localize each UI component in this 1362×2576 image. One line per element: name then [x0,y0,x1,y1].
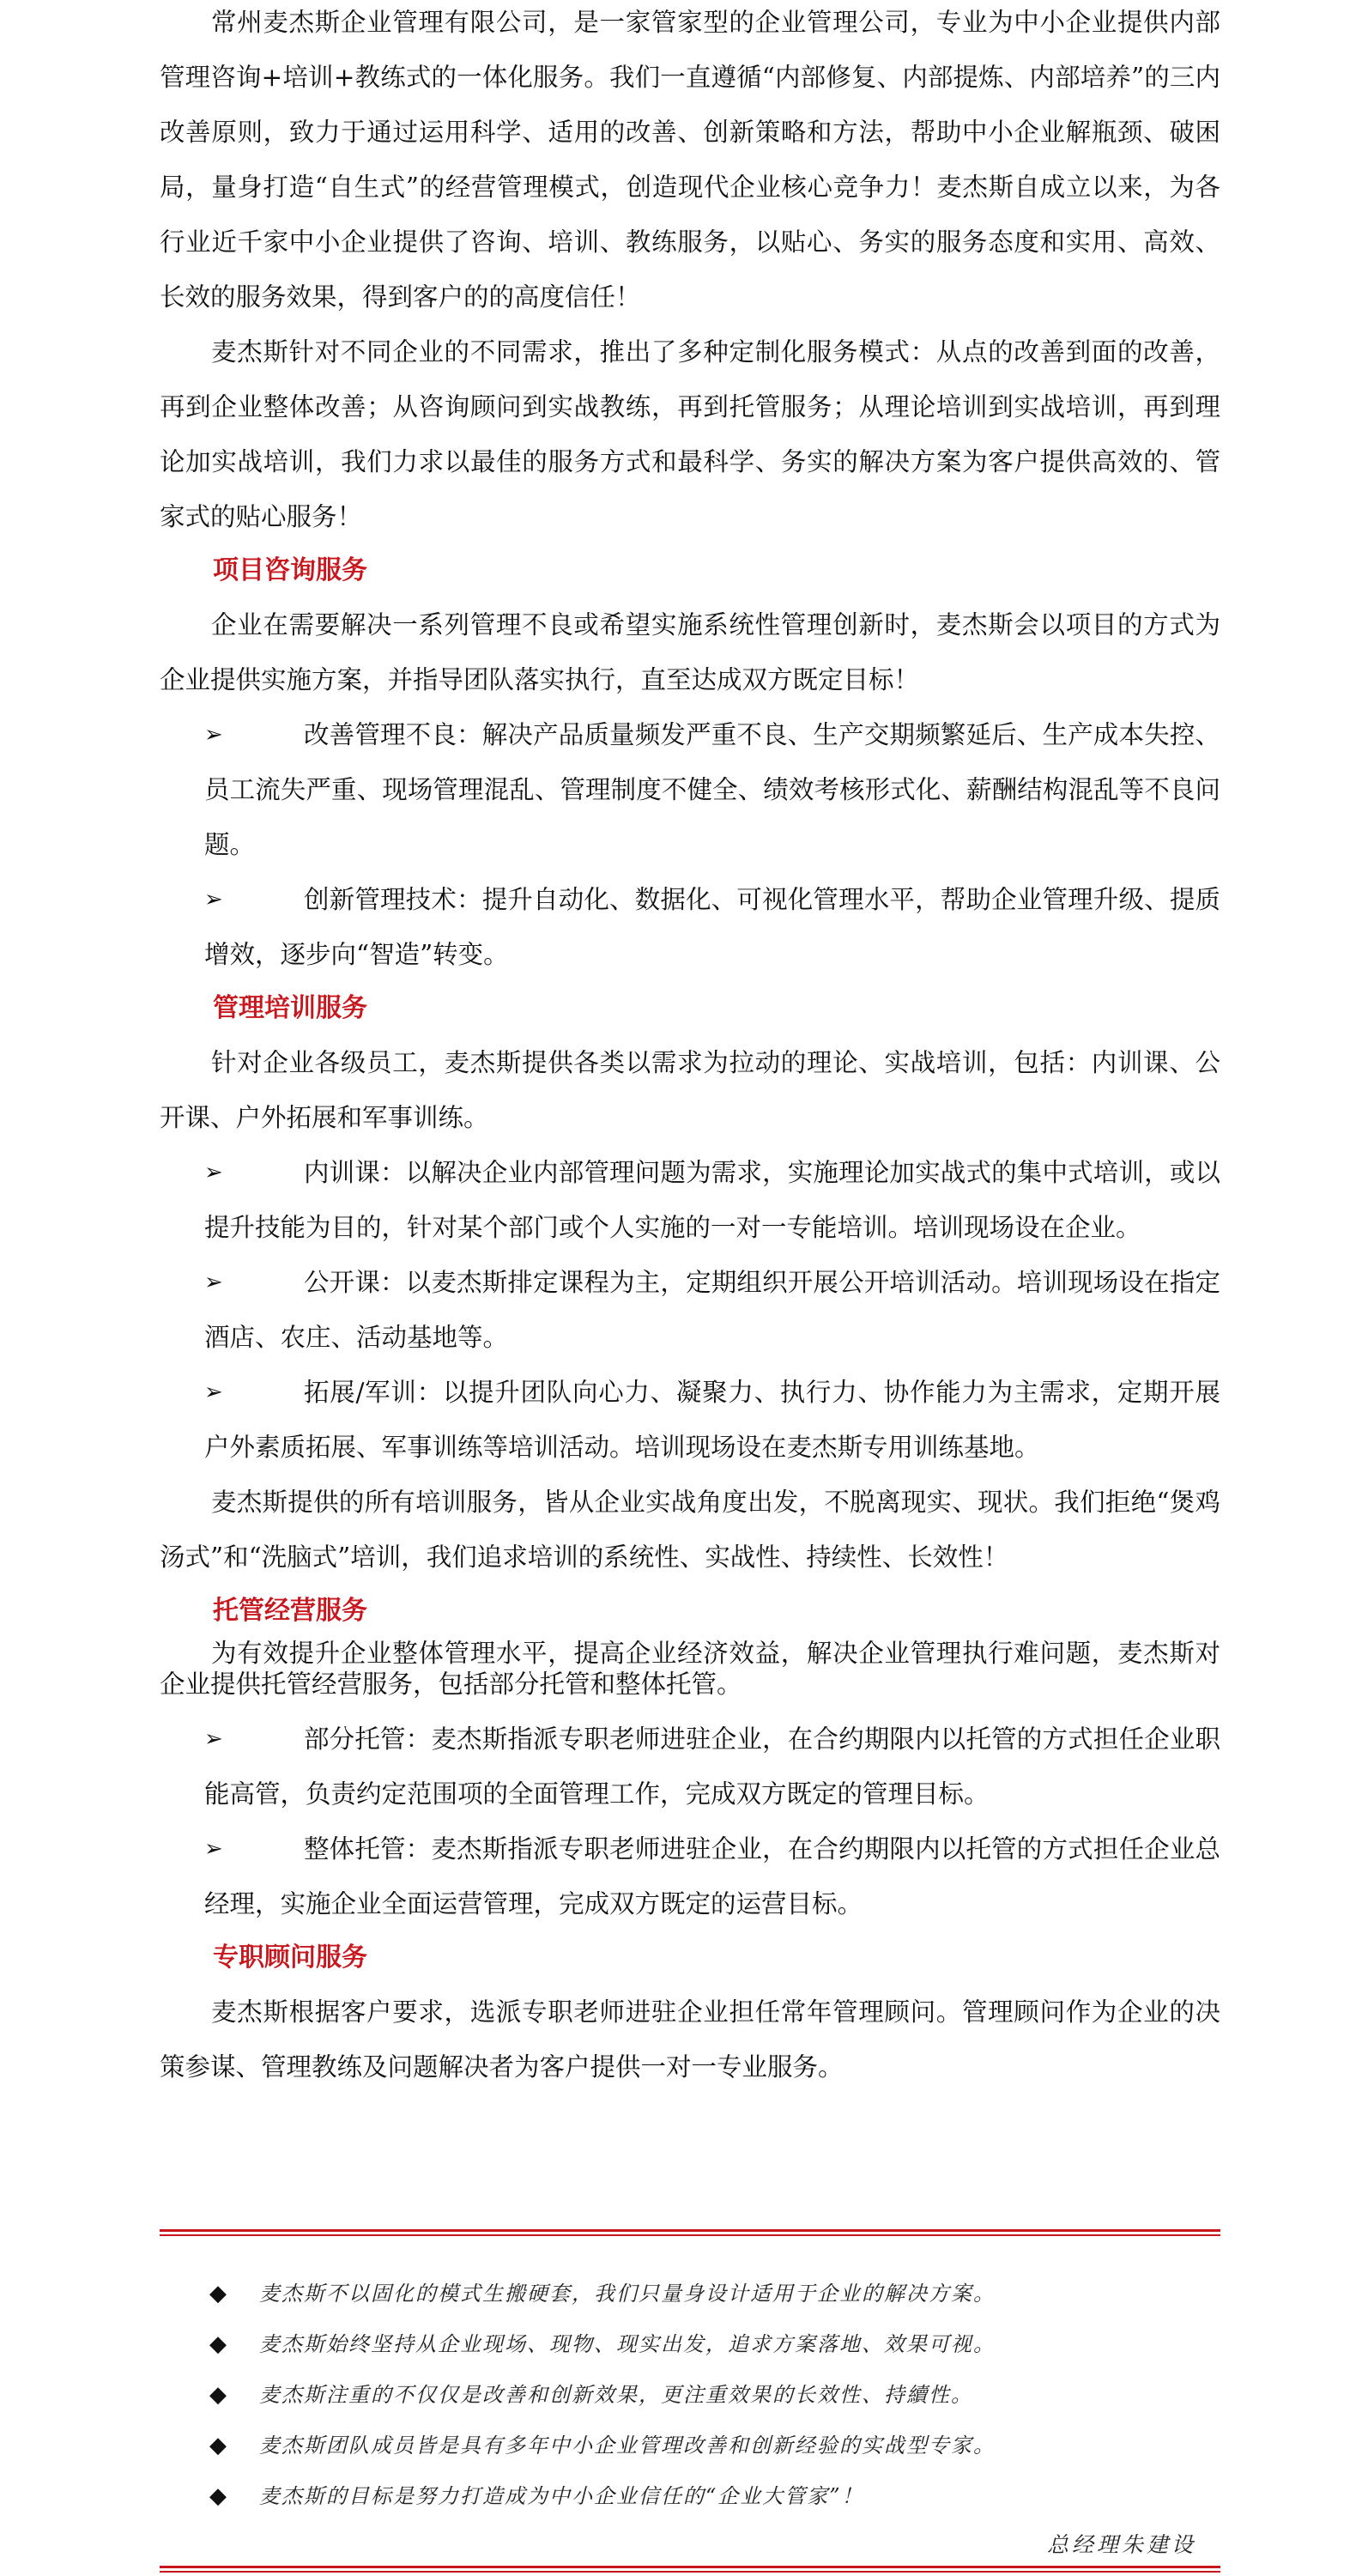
list-item [160,1365,1220,1475]
list-item [160,707,1220,872]
section-title-training: 管理培训服务 [213,993,367,1023]
signature: 总经理朱建设 [1046,2532,1196,2557]
list-item [160,1255,1220,1365]
list-item [160,1821,1220,1931]
arrow-bullet-icon: ➢ [204,1836,223,1862]
arrow-bullet-icon: ➢ [204,1379,223,1405]
footer-item-text: 麦杰斯不以固化的模式生搬硬套，我们只量身设计适用于企业的解决方案。 [259,2282,996,2306]
footer-list [209,2269,1214,2522]
training-closing: 麦杰斯提供的所有培训服务，皆从企业实战角度出发，不脱离现实、现状。我们拒绝“煲鸡汤式”和“洗脑式”培训，我们追求培训的系统性、实战性、持续性、长效性！ [160,1488,1220,1572]
list-item [160,872,1220,982]
footer-box [160,2229,1220,2576]
footer-item-text: 麦杰斯注重的不仅仅是改善和创新效果，更注重效果的长效性、持續性。 [259,2383,973,2407]
document-body [160,0,1220,2094]
arrow-bullet-icon: ➢ [204,1726,223,1752]
footer-item-text: 麦杰斯的目标是努力打造成为中小企业信任的“企业大管家”！ [259,2484,864,2508]
hosting-intro: 为有效提升企业整体管理水平，提高企业经济效益，解决企业管理执行难问题，麦杰斯对企业提供托管经营服务，包括部分托管和整体托管。 [160,1639,1220,1699]
diamond-bullet-icon: ◆ [209,2331,228,2357]
bullet-text: 拓展/军训：以提升团队向心力、凝聚力、执行力、协作能力为主需求，定期开展户外素质拓展、军事训练等培训活动。培训现场设在麦杰斯专用训练基地。 [204,1378,1220,1462]
bullet-text: 整体托管：麦杰斯指派专职老师进驻企业，在合约期限内以托管的方式担任企业总经理，实施企业全面运营管理，完成双方既定的运营目标。 [204,1834,1220,1918]
bullet-text: 部分托管：麦杰斯指派专职老师进驻企业，在合约期限内以托管的方式担任企业职能高管，负责约定范围项的全面管理工作，完成双方既定的管理目标。 [204,1724,1220,1809]
bullet-text: 创新管理技术：提升自动化、数据化、可视化管理水平，帮助企业管理升级、提质增效，逐步向“智造”转变。 [204,885,1220,969]
training-intro: 针对企业各级员工，麦杰斯提供各类以需求为拉动的理论、实战培训，包括：内训课、公开课、户外拓展和军事训练。 [160,1048,1220,1132]
footer-item-text: 麦杰斯始终坚持从企业现场、现物、现实出发，追求方案落地、效果可视。 [259,2332,996,2356]
footer-item-text: 麦杰斯团队成员皆是具有多年中小企业管理改善和创新经验的实战型专家。 [259,2434,996,2458]
arrow-bullet-icon: ➢ [204,722,223,748]
arrow-bullet-icon: ➢ [204,1270,223,1295]
bullet-text: 公开课：以麦杰斯排定课程为主，定期组织开展公开培训活动。培训现场设在指定酒店、农庄、活动基地等。 [204,1268,1220,1352]
advisor-intro: 麦杰斯根据客户要求，选派专职老师进驻企业担任常年管理顾问。管理顾问作为企业的决策参谋、管理教练及问题解决者为客户提供一对一专业服务。 [160,1997,1220,2082]
list-item [160,1145,1220,1255]
bullet-text: 改善管理不良：解决产品质量频发严重不良、生产交期频繁延后、生产成本失控、员工流失严重、现场管理混乱、管理制度不健全、绩效考核形式化、薪酬结构混乱等不良问题。 [204,720,1220,859]
arrow-bullet-icon: ➢ [204,1160,223,1185]
diamond-bullet-icon: ◆ [209,2382,228,2408]
section-title-consulting: 项目咨询服务 [213,555,367,585]
list-item [209,2370,1214,2421]
section-title-hosting: 托管经营服务 [213,1596,367,1626]
bottom-divider [160,2566,1220,2574]
intro-paragraph-1: 常州麦杰斯企业管理有限公司，是一家管家型的企业管理公司，专业为中小企业提供内部管理咨询+培训+教练式的一体化服务。我们一直遵循“内部修复、内部提炼、内部培养”的三内改善原则，致力于通过运用科学、适用的改善、创新策略和方法，帮助中小企业解瓶颈、破困局，量身打造“自生式”的经营管理模式，创造现代企业核心竞争力！麦杰斯自成立以来，为各行业近千家中小企业提供了咨询、培训、教练服务，以贴心、务实的服务态度和实用、高效、长效的服务效果，得到客户的的高度信任！ [160,8,1220,312]
section-title-advisor: 专职顾问服务 [213,1943,367,1973]
list-item [209,2319,1214,2370]
top-divider [160,2229,1220,2238]
list-item [209,2269,1214,2319]
list-item [209,2471,1214,2522]
consulting-intro: 企业在需要解决一系列管理不良或希望实施系统性管理创新时，麦杰斯会以项目的方式为企业提供实施方案，并指导团队落实执行，直至达成双方既定目标！ [160,610,1220,694]
intro-paragraph-2: 麦杰斯针对不同企业的不同需求，推出了多种定制化服务模式：从点的改善到面的改善，再到企业整体改善；从咨询顾问到实战教练，再到托管服务；从理论培训到实战培训，再到理论加实战培训，我们力求以最佳的服务方式和最科学、务实的解决方案为客户提供高效的、管家式的贴心服务！ [160,337,1220,531]
list-item [209,2421,1214,2471]
bullet-text: 内训课：以解决企业内部管理问题为需求，实施理论加实战式的集中式培训，或以提升技能为目的，针对某个部门或个人实施的一对一专能培训。培训现场设在企业。 [204,1158,1220,1242]
arrow-bullet-icon: ➢ [204,887,223,912]
diamond-bullet-icon: ◆ [209,2433,228,2458]
list-item [160,1712,1220,1821]
diamond-bullet-icon: ◆ [209,2483,228,2509]
diamond-bullet-icon: ◆ [209,2281,228,2306]
